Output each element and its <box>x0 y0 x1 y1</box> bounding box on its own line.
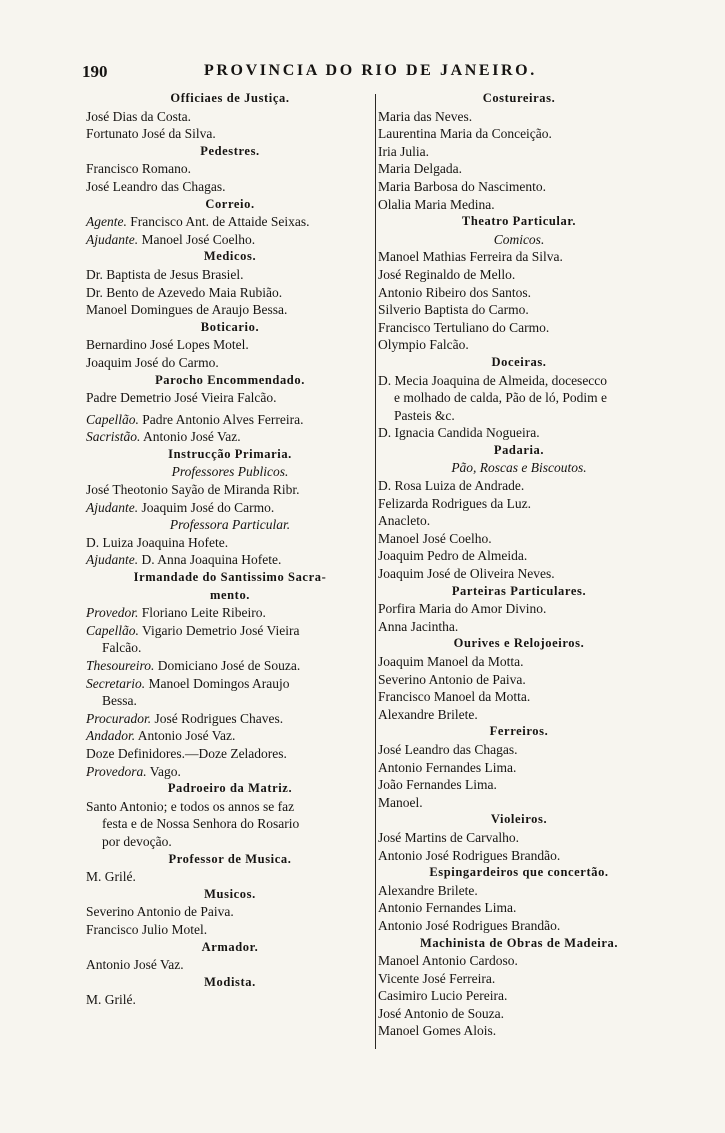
list-item-continued: Falcão. <box>102 640 142 656</box>
list-item: José Theotonio Sayão de Miranda Ribr. <box>86 482 300 498</box>
section-boticario <box>86 319 374 372</box>
list-item <box>86 551 374 569</box>
list-item: José Martins de Carvalho. <box>378 829 519 845</box>
role-label: Ajudante. <box>86 231 139 247</box>
section-heading: Espingardeiros que concertão. <box>429 865 609 880</box>
list-item-continued: festa e de Nossa Senhora do Rosario <box>102 816 300 832</box>
person-name: Vago. <box>149 763 181 779</box>
list-item: Padre Demetrio José Vieira Falcão. <box>86 390 277 406</box>
section-heading: Ferreiros. <box>489 724 549 739</box>
list-item <box>86 231 374 249</box>
list-item: Bernardino José Lopes Motel. <box>86 337 249 353</box>
section-irmandade <box>86 569 374 780</box>
section-officiaes <box>86 90 374 143</box>
section-subheading: Comicos. <box>493 231 545 247</box>
list-item: Antonio Fernandes Lima. <box>378 900 517 916</box>
section-heading: Theatro Particular. <box>461 214 577 229</box>
section-heading: Padroeiro da Matriz. <box>167 781 293 796</box>
section-ourives <box>378 635 660 723</box>
list-item: Doze Definidores.—Doze Zeladores. <box>86 745 287 761</box>
list-item: Alexandre Brilete. <box>378 706 478 722</box>
section-padroeiro <box>86 780 374 850</box>
person-name: Floriano Leite Ribeiro. <box>141 605 266 621</box>
list-item: Anacleto. <box>378 513 431 529</box>
section-instruccao <box>86 446 374 569</box>
list-item: Olympio Falcão. <box>378 337 469 353</box>
role-label: Procurador. <box>86 710 152 726</box>
list-item: Iria Julia. <box>378 143 429 159</box>
list-item: Laurentina Maria da Conceição. <box>378 126 552 142</box>
list-item: Joaquim José do Carmo. <box>86 354 219 370</box>
section-subheading: Professora Particular. <box>169 517 291 533</box>
list-item: Olalia Maria Medina. <box>378 196 495 212</box>
section-theatro <box>378 213 660 354</box>
section-heading: Violeiros. <box>490 812 548 827</box>
role-label: Provedora. <box>86 763 147 779</box>
list-item <box>86 727 374 745</box>
list-item: Antonio José Rodrigues Brandão. <box>378 847 561 863</box>
list-item: Antonio José Rodrigues Brandão. <box>378 917 561 933</box>
list-item: Severino Antonio de Paiva. <box>86 904 234 920</box>
list-item <box>86 213 374 231</box>
person-name: Francisco Ant. de Attaide Seixas. <box>130 214 310 230</box>
list-item: Vicente José Ferreira. <box>378 970 496 986</box>
list-item: José Leandro das Chagas. <box>378 741 518 757</box>
role-label: Secretario. <box>86 675 146 691</box>
list-item: Joaquim Pedro de Almeida. <box>378 548 528 564</box>
role-label: Sacristão. <box>86 429 141 445</box>
list-item <box>86 411 374 429</box>
role-label: Agente. <box>86 214 127 230</box>
list-item <box>86 499 374 517</box>
list-item-continued: por devoção. <box>102 833 172 849</box>
list-item: José Dias da Costa. <box>86 108 191 124</box>
list-item: Antonio José Vaz. <box>86 957 184 973</box>
section-professor-musica <box>86 851 374 886</box>
left-column <box>86 90 374 1009</box>
list-item: Manoel Domingues de Araujo Bessa. <box>86 302 288 318</box>
list-item: Manoel Gomes Alois. <box>378 1023 497 1039</box>
list-item: Francisco Manoel da Motta. <box>378 689 531 705</box>
section-heading: Padaria. <box>493 442 545 457</box>
list-item: Antonio Fernandes Lima. <box>378 759 517 775</box>
section-armador <box>86 939 374 974</box>
section-heading: Instrucção Primaria. <box>168 446 292 461</box>
list-item: Maria Barbosa do Nascimento. <box>378 178 546 194</box>
list-item: Francisco Romano. <box>86 161 191 177</box>
person-name: Padre Antonio Alves Ferreira. <box>142 411 304 427</box>
person-name: D. Anna Joaquina Hofete. <box>141 552 282 568</box>
list-item: Francisco Julio Motel. <box>86 921 208 937</box>
section-costureiras <box>378 90 660 213</box>
list-item: João Fernandes Lima. <box>378 777 497 793</box>
list-item: M. Grilé. <box>86 869 136 885</box>
section-heading: Parteiras Particulares. <box>451 583 587 598</box>
list-item: Alexandre Brilete. <box>378 882 478 898</box>
list-item: Anna Jacintha. <box>378 618 459 634</box>
list-item: M. Grilé. <box>86 992 136 1008</box>
section-heading: Correio. <box>205 196 255 211</box>
page-header <box>82 62 642 86</box>
list-item-continued: e molhado de calda, Pão de ló, Podim e <box>394 390 607 406</box>
list-item: José Leandro das Chagas. <box>86 178 226 194</box>
list-item: Santo Antonio; e todos os annos se faz <box>86 798 295 814</box>
column-divider <box>375 94 376 1049</box>
list-item-continued: Bessa. <box>102 693 137 709</box>
section-pedestres <box>86 143 374 196</box>
person-name: Manoel José Coelho. <box>141 231 256 247</box>
section-doceiras <box>378 354 660 442</box>
list-item: D. Luiza Joaquina Hofete. <box>86 534 229 550</box>
section-parocho <box>86 372 374 446</box>
list-item: Manoel José Coelho. <box>378 530 492 546</box>
right-column <box>378 90 660 1040</box>
list-item <box>86 428 374 446</box>
person-name: Antonio José Vaz. <box>143 429 241 445</box>
section-heading: Pedestres. <box>200 143 260 158</box>
list-item <box>86 675 374 693</box>
role-label: Andador. <box>86 728 136 744</box>
section-ferreiros <box>378 723 660 811</box>
list-item: D. Rosa Luiza de Andrade. <box>378 478 525 494</box>
list-item <box>86 710 374 728</box>
list-item: Casimiro Lucio Pereira. <box>378 988 508 1004</box>
person-name: Manoel Domingos Araujo <box>148 675 290 691</box>
section-violeiros <box>378 811 660 864</box>
list-item <box>86 604 374 622</box>
list-item: Maria das Neves. <box>378 108 473 124</box>
list-item <box>86 622 374 640</box>
section-heading-continued: mento. <box>209 587 251 602</box>
list-item: Dr. Bento de Azevedo Maia Rubião. <box>86 284 283 300</box>
running-title: PROVINCIA DO RIO DE JANEIRO. <box>204 62 537 79</box>
list-item: D. Ignacia Candida Nogueira. <box>378 425 540 441</box>
list-item: Porfira Maria do Amor Divino. <box>378 601 547 617</box>
list-item: Francisco Tertuliano do Carmo. <box>378 319 550 335</box>
page-number: 190 <box>82 62 108 81</box>
list-item: Manoel. <box>378 794 423 810</box>
section-medicos <box>86 248 374 318</box>
list-item: Maria Delgada. <box>378 161 462 177</box>
list-item: Dr. Baptista de Jesus Brasiel. <box>86 266 244 282</box>
section-machinista <box>378 935 660 1041</box>
section-heading: Armador. <box>201 939 259 954</box>
role-label: Capellão. <box>86 622 139 638</box>
section-espingardeiros <box>378 864 660 934</box>
section-heading: Medicos. <box>203 249 257 264</box>
list-item: Severino Antonio de Paiva. <box>378 671 526 687</box>
list-item: Fortunato José da Silva. <box>86 126 216 142</box>
section-heading: Modista. <box>204 974 256 989</box>
section-heading: Costureiras. <box>482 91 556 105</box>
role-label: Provedor. <box>86 605 139 621</box>
section-musicos <box>86 886 374 939</box>
list-item <box>86 657 374 675</box>
section-subheading: Professores Publicos. <box>171 464 289 480</box>
list-item: Manoel Mathias Ferreira da Silva. <box>378 249 563 265</box>
list-item: Antonio Ribeiro dos Santos. <box>378 284 532 300</box>
person-name: José Rodrigues Chaves. <box>154 710 284 726</box>
section-heading: Officiaes de Justiça. <box>170 91 290 105</box>
section-heading: Ourives e Relojoeiros. <box>453 636 585 651</box>
section-correio <box>86 196 374 249</box>
list-item: Joaquim Manoel da Motta. <box>378 654 524 669</box>
list-item: D. Mecia Joaquina de Almeida, docesecco <box>378 372 608 388</box>
person-name: Domiciano José de Souza. <box>157 658 301 673</box>
list-item: José Reginaldo de Mello. <box>378 266 516 282</box>
role-label: Ajudante. <box>86 552 139 568</box>
role-label: Thesoureiro. <box>86 658 155 673</box>
section-subheading: Pão, Roscas e Biscoutos. <box>451 460 587 476</box>
list-item: Felizarda Rodrigues da Luz. <box>378 495 531 511</box>
person-name: Vigario Demetrio José Vieira <box>142 622 300 638</box>
list-item: Silverio Baptista do Carmo. <box>378 302 529 318</box>
list-item: Manoel Antonio Cardoso. <box>378 953 518 969</box>
section-heading: Musicos. <box>204 886 256 901</box>
list-item <box>86 763 374 781</box>
section-heading: Parocho Encommendado. <box>155 372 305 387</box>
section-heading: Irmandade do Santissimo Sacra- <box>133 570 327 585</box>
role-label: Ajudante. <box>86 499 139 515</box>
section-heading: Machinista de Obras de Madeira. <box>419 935 619 950</box>
section-heading: Professor de Musica. <box>168 851 292 866</box>
person-name: Antonio José Vaz. <box>137 728 236 744</box>
section-heading: Doceiras. <box>491 354 547 369</box>
section-parteiras <box>378 583 660 636</box>
section-heading: Boticario. <box>200 319 260 334</box>
section-modista <box>86 974 374 1009</box>
person-name: Joaquim José do Carmo. <box>141 499 275 515</box>
list-item: Joaquim José de Oliveira Neves. <box>378 566 555 582</box>
list-item-continued: Pasteis &c. <box>394 407 455 423</box>
section-padaria <box>378 442 660 583</box>
role-label: Capellão. <box>86 411 139 427</box>
list-item: José Antonio de Souza. <box>378 1005 504 1021</box>
